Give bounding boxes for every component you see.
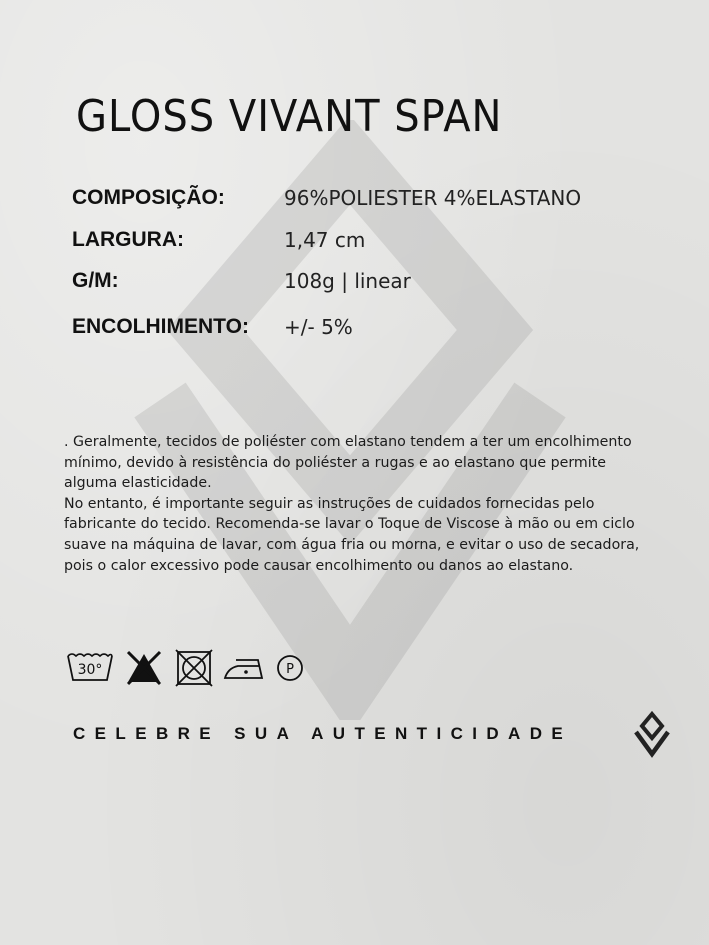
professional-dry-clean-p-icon bbox=[274, 648, 306, 688]
spec-label: ENCOLHIMENTO: bbox=[72, 315, 249, 338]
spec-label: LARGURA: bbox=[72, 228, 184, 251]
do-not-bleach-icon bbox=[124, 648, 164, 688]
spec-value: +/- 5% bbox=[284, 315, 353, 339]
spec-value: 108g | linear bbox=[284, 269, 411, 293]
brand-slogan: CELEBRE SUA AUTENTICIDADE bbox=[73, 724, 573, 743]
care-description bbox=[64, 432, 654, 576]
dry-clean-letter: P bbox=[286, 662, 294, 677]
spec-label: G/M: bbox=[72, 269, 119, 292]
spec-value: 96%POLIESTER 4%ELASTANO bbox=[284, 186, 582, 210]
brand-watermark-icon bbox=[100, 120, 600, 720]
do-not-tumble-dry-icon bbox=[174, 648, 214, 688]
spec-label: COMPOSIÇÃO: bbox=[72, 186, 225, 209]
iron-low-icon bbox=[222, 648, 270, 688]
spec-value: 1,47 cm bbox=[284, 228, 366, 252]
product-title: GLOSS VIVANT SPAN bbox=[76, 92, 503, 142]
description-paragraph: . Geralmente, tecidos de poliéster com elastano tendem a ter um encolhimento mínimo, devido à resistência do poliéster a rugas e ao elastano que permite alguma elasticidade. bbox=[64, 434, 632, 492]
wash-temperature: 30° bbox=[77, 662, 103, 678]
wash-30-icon bbox=[66, 648, 114, 688]
description-paragraph: No entanto, é importante seguir as instruções de cuidados fornecidas pelo fabricante do tecido. Recomenda-se lavar o Toque de Viscose à mão ou em ciclo suave na máquina de lavar, com água fria ou morna, e evitar o uso de secadora, pois o calor excessivo pode causar encolhimento ou danos ao elastano. bbox=[64, 495, 640, 574]
brand-logo-icon bbox=[632, 710, 672, 758]
